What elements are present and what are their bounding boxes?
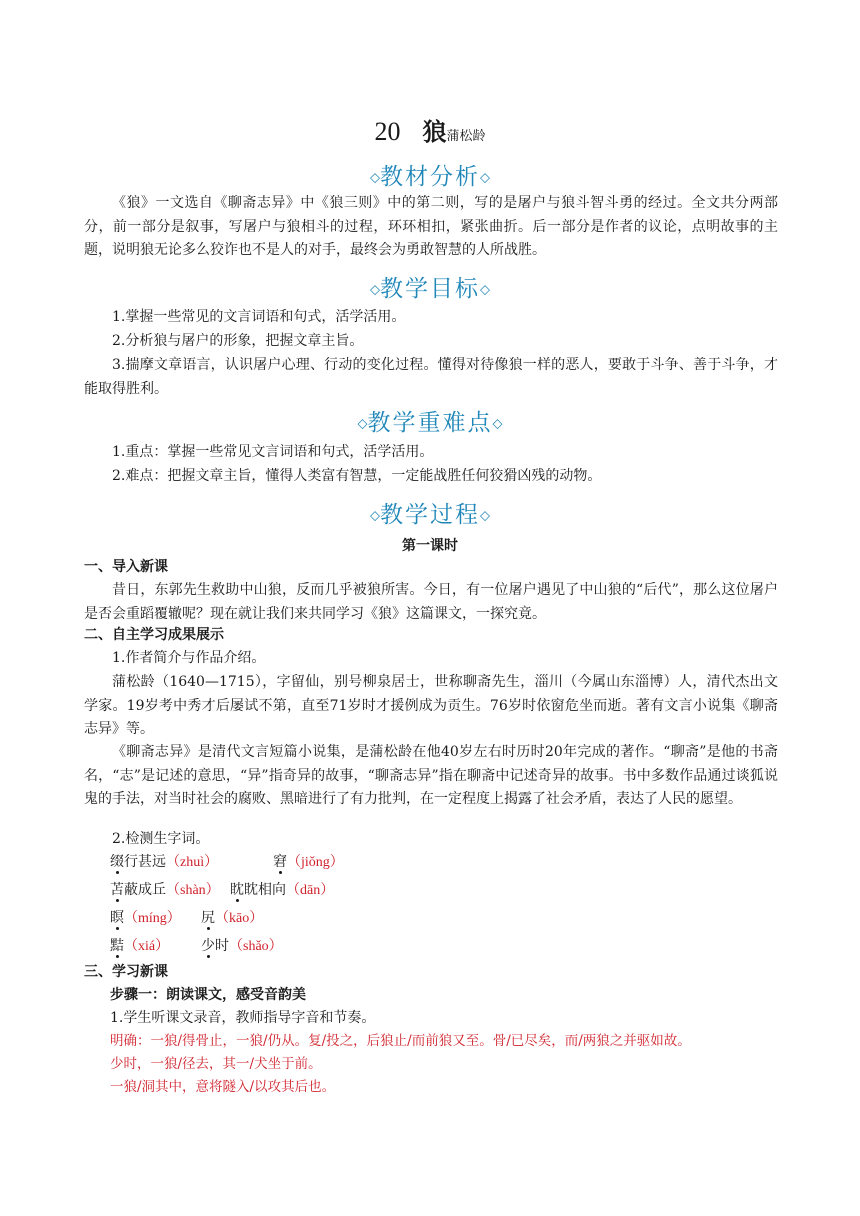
lesson-author: 蒲松龄 <box>446 129 486 144</box>
section-heading-analysis: ◇教材分析◇ <box>370 164 490 190</box>
keypoint-item: 1.重点：掌握一些常见文言词语和句式，活学活用。 <box>112 444 434 460</box>
lesson-title <box>0 112 860 147</box>
list-item: 2.检测生字词。 <box>112 831 210 847</box>
goal-item: 1.掌握一些常见的文言词语和句式，活学活用。 <box>112 309 406 325</box>
diamond-icon: ◇ <box>370 170 380 186</box>
period-label: 第一课时 <box>402 538 458 554</box>
lesson-number: 20 <box>374 117 401 146</box>
section-heading-goals: ◇教学目标◇ <box>370 276 490 302</box>
step-heading: 步骤一：朗读课文，感受音韵美 <box>110 987 306 1003</box>
analysis-paragraph: 《狼》一文选自《聊斋志异》中《狼三则》中的第二则，写的是屠户与狼斗智斗勇的经过。全文共分两部分，前一部分是叙事，写屠户与狼相斗的过程，环环相扣，紧张曲折。后一部分是作者的议论，点明故事的主题，说明狼无论多么狡诈也不是人的对手，最终会为勇敢智慧的人所战胜。 <box>84 195 778 258</box>
vocab-item: 窘（jiǒng） <box>273 854 344 870</box>
vocab-item: 少时（shǎo） <box>201 938 283 954</box>
diamond-icon: ◇ <box>480 170 490 186</box>
diamond-icon: ◇ <box>370 282 380 298</box>
vocab-item: 尻（kāo） <box>201 910 264 926</box>
list-item: 1.学生听课文录音，教师指导字音和节奏。 <box>110 1010 376 1026</box>
diamond-icon: ◇ <box>370 508 380 524</box>
answer-line: 明确：一狼/得骨止，一狼/仍从。复/投之，后狼止/而前狼又至。骨/已尽矣，而/两狼之并驱如故。 <box>110 1033 691 1049</box>
answer-line: 少时，一狼/径去，其一/犬坐于前。 <box>110 1056 322 1072</box>
goal-item: 3.揣摩文章语言，认识屠户心理、行动的变化过程。懂得对待像狼一样的恶人，要敢于斗争、善于斗争，才能取得胜利。 <box>84 357 778 397</box>
work-intro-paragraph: 《聊斋志异》是清代文言短篇小说集，是蒲松龄在他40岁左右时历时20年完成的著作。“聊斋”是他的书斋名，“志”是记述的意思，“异”指奇异的故事，“聊斋志异”指在聊斋中记述奇异的故事。书中多数作品通过谈狐说鬼的手法，对当时社会的腐败、黑暗进行了有力批判，在一定程度上揭露了社会矛盾，表达了人民的愿望。 <box>84 744 778 807</box>
vocab-item: 眈眈相向（dān） <box>230 882 335 898</box>
list-item: 1.作者简介与作品介绍。 <box>112 650 266 666</box>
lesson-name: 狼 <box>422 117 447 146</box>
section-heading-process: ◇教学过程◇ <box>370 502 490 528</box>
vocab-item: 苫蔽成丘（shàn） <box>110 882 220 898</box>
goal-item: 2.分析狼与屠户的形象，把握文章主旨。 <box>112 333 364 349</box>
section-heading-keypoints: ◇教学重难点◇ <box>357 410 503 436</box>
diamond-icon: ◇ <box>480 282 490 298</box>
diamond-icon: ◇ <box>357 416 368 432</box>
part-heading: 一、导入新课 <box>84 559 168 575</box>
answer-line: 一狼/洞其中，意将隧入/以攻其后也。 <box>110 1079 336 1095</box>
vocab-item: 缀行甚远（zhuì） <box>110 854 219 870</box>
author-bio-paragraph: 蒲松龄（1640—1715），字留仙，别号柳泉居士，世称聊斋先生，淄川（今属山东淄博）人，清代杰出文学家。19岁考中秀才后屡试不第，直至71岁时才援例成为贡生。76岁时依窗危坐而逝。著有文言小说集《聊斋志异》等。 <box>84 674 778 737</box>
part-heading: 三、学习新课 <box>84 964 168 980</box>
diamond-icon: ◇ <box>492 416 503 432</box>
keypoint-item: 2.难点：把握文章主旨，懂得人类富有智慧，一定能战胜任何狡猾凶残的动物。 <box>112 468 602 484</box>
vocab-item: 黠（xiá） <box>110 938 170 954</box>
intro-paragraph: 昔日，东郭先生救助中山狼，反而几乎被狼所害。今日，有一位屠户遇见了中山狼的“后代”，那么这位屠户是否会重蹈覆辙呢？现在就让我们来共同学习《狼》这篇课文，一探究竟。 <box>84 582 778 622</box>
part-heading: 二、自主学习成果展示 <box>84 627 224 643</box>
vocab-item: 瞑（míng） <box>110 910 181 926</box>
diamond-icon: ◇ <box>480 508 490 524</box>
